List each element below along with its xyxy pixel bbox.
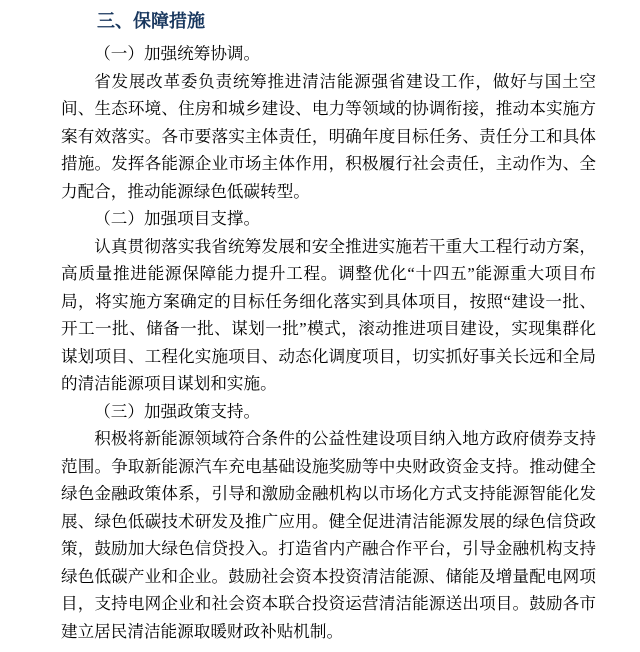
subsection-2-paragraph: 认真贯彻落实我省统筹发展和安全推进实施若干重大工程行动方案，高质量推进能源保障能力提升工程。调整优化“十四五”能源重大项目布局，将实施方案确定的目标任务细化落实到具体项目，按照“建设一批、开工一批、储备一批、谋划一批”模式，滚动推进项目建设，实现集群化谋划项目、工程化实施项目、动态化调度项目，切实抓好事关长远和全局的清洁能源项目谋划和实施。	[61, 236, 596, 393]
section-coordination	[61, 40, 596, 205]
section-heading: 三、保障措施	[97, 11, 205, 31]
subsection-title-1: （一）加强统筹协调。	[94, 44, 261, 63]
subsection-title-3: （三）加强政策支持。	[94, 401, 261, 421]
subsection-title-2: （二）加强项目支撑。	[94, 209, 261, 228]
subsection-3-paragraph: 积极将新能源领域符合条件的公益性建设项目纳入地方政府债券支持范围。争取新能源汽车充电基础设施奖励等中央财政资金支持。推动健全绿色金融政策体系，引导和激励金融机构以市场化方式支持能源智能化发展、绿色低碳技术研发及推广应用。健全促进清洁能源发展的绿色信贷政策，鼓励加大绿色信贷投入。打造省内产融合作平台，引导金融机构支持绿色低碳产业和企业。鼓励社会资本投资清洁能源、储能及增量配电网项目，支持电网企业和社会资本联合投资运营清洁能源送出项目。鼓励各市建立居民清洁能源取暖财政补贴机制。	[61, 429, 596, 641]
subsection-1-paragraph: 省发展改革委负责统筹推进清洁能源强省建设工作，做好与国土空间、生态环境、住房和城乡建设、电力等领域的协调衔接，推动本实施方案有效落实。各市要落实主体责任，明确年度目标任务、责任分工和具体措施。发挥各能源企业市场主体作用，积极履行社会责任，主动作为、全力配合，推动能源绿色低碳转型。	[61, 71, 596, 201]
section-project-support	[61, 205, 596, 398]
section-policy-support	[61, 398, 596, 646]
